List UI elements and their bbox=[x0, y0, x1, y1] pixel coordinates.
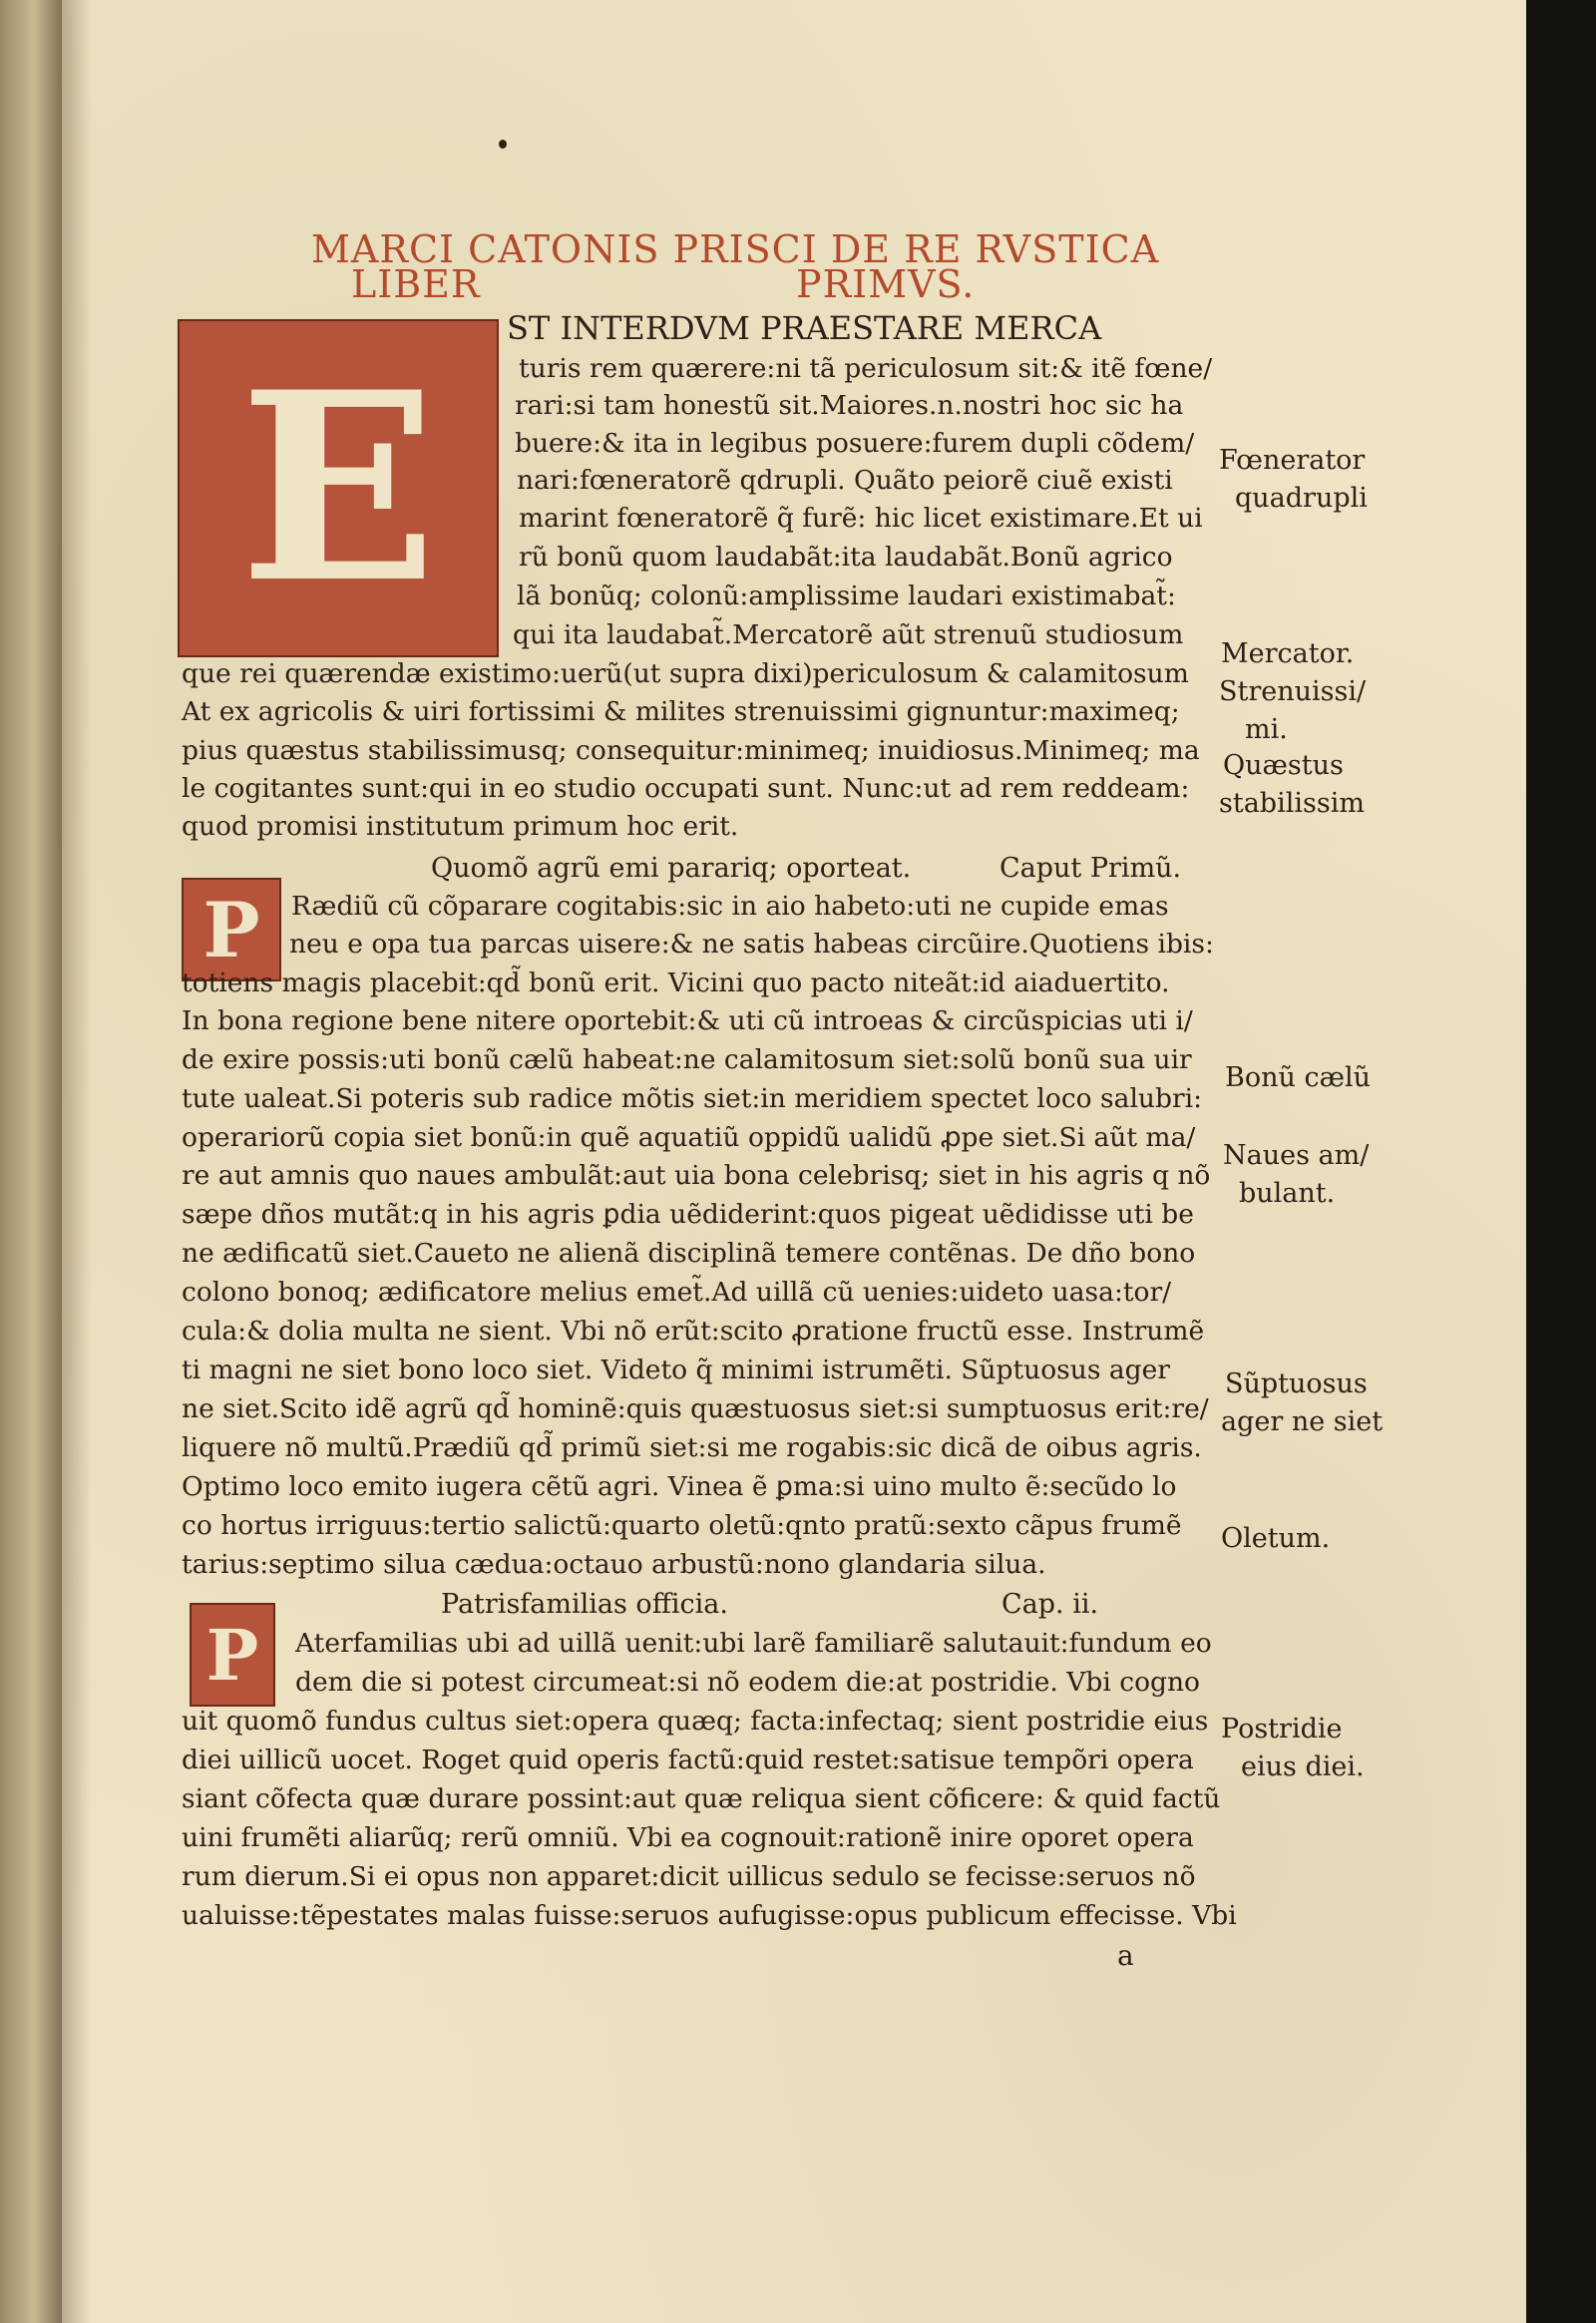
marginal-note: ager ne siet bbox=[1221, 1406, 1384, 1437]
text-line: ne siet.Scito idẽ agrũ qd̃ hominẽ:quis quæstuosus siet:si sumptuosus erit:re/ bbox=[182, 1393, 1209, 1424]
text-line: re aut amnis quo naues ambulãt:aut uia bona celebrisq; siet in his agris q nõ bbox=[182, 1160, 1211, 1191]
text-line: quod promisi institutum primum hoc erit. bbox=[182, 811, 739, 842]
marginal-note: stabilissim bbox=[1219, 788, 1365, 819]
text-line: tarius:septimo silua cædua:octauo arbustũ:nono glandaria silua. bbox=[182, 1549, 1046, 1580]
book-title-liber: LIBER bbox=[351, 262, 481, 306]
text-line: de exire possis:uti bonũ cælũ habeat:ne calamitosum siet:solũ bonũ sua uir bbox=[182, 1044, 1192, 1075]
marginal-note: Strenuissi/ bbox=[1219, 676, 1367, 707]
text-line: dem die si potest circumeat:si nõ eodem die:at postridie. Vbi cogno bbox=[295, 1667, 1201, 1698]
text-line: sæpe dños mutãt:q in his agris ꝑdia uẽdiderint:quos pigeat uẽdidisse uti be bbox=[182, 1199, 1194, 1230]
book-title: MARCI CATONIS PRISCI DE RE RVSTICA bbox=[311, 227, 1160, 271]
chapter-number: Caput Primũ. bbox=[999, 853, 1182, 884]
text-line: uini frumẽti aliarũq; rerũ omniũ. Vbi ea cognouit:rationẽ inire oporet opera bbox=[182, 1822, 1194, 1853]
chapter-number: Cap. ii. bbox=[1001, 1589, 1099, 1620]
marginal-note: Naues am/ bbox=[1223, 1140, 1370, 1171]
text-line: le cogitantes sunt:qui in eo studio occupati sunt. Nunc:ut ad rem reddeam: bbox=[182, 773, 1190, 804]
marginal-note: bulant. bbox=[1239, 1178, 1336, 1209]
text-line: pius quæstus stabilissimusq; consequitur:minimeq; inuidiosus.Minimeq; ma bbox=[182, 735, 1200, 766]
marginal-note: Postridie bbox=[1221, 1714, 1343, 1744]
text-line: buere:& ita in legibus posuere:furem dupli cõdem/ bbox=[515, 428, 1195, 459]
text-line: ne ædificatũ siet.Caueto ne alienã disciplinã temere contẽnas. De dño bono bbox=[182, 1238, 1196, 1269]
marginal-note: Fœnerator bbox=[1219, 445, 1366, 476]
text-line: rum dierum.Si ei opus non apparet:dicit uillicus sedulo se fecisse:seruos nõ bbox=[182, 1861, 1196, 1892]
marginal-note: Mercator. bbox=[1221, 638, 1355, 669]
text-line: siant cõfecta quæ durare possint:aut quæ reliqua sient cõficere: & quid factũ bbox=[182, 1783, 1221, 1814]
text-line: tute ualeat.Si poteris sub radice mõtis siet:in meridiem spectet loco salubri: bbox=[182, 1083, 1203, 1114]
text-line: lã bonũq; colonũ:amplissime laudari existimabat̃: bbox=[517, 581, 1176, 611]
text-line: marint fœneratorẽ q̃ furẽ: hic licet existimare.Et ui bbox=[519, 503, 1203, 534]
text-line: neu e opa tua parcas uisere:& ne satis habeas circũire.Quotiens ibis: bbox=[289, 929, 1214, 960]
decorated-initial-p-2: P bbox=[190, 1603, 275, 1707]
marginal-note: mi. bbox=[1245, 714, 1288, 745]
book-title-primus: PRIMVS. bbox=[796, 262, 976, 306]
text-line: cula:& dolia multa ne sient. Vbi nõ erũt:scito ꝓratione fructũ esse. Instrumẽ bbox=[182, 1316, 1205, 1347]
text-line: rũ bonũ quom laudabãt:ita laudabãt.Bonũ agrico bbox=[519, 542, 1173, 573]
decorated-initial-p-1: P bbox=[182, 878, 281, 981]
signature-mark: a bbox=[1117, 1939, 1134, 1972]
text-line: co hortus irriguus:tertio salictũ:quarto oletũ:qnto pratũ:sexto cãpus frumẽ bbox=[182, 1510, 1182, 1541]
marginal-note: Quæstus bbox=[1223, 750, 1344, 781]
marginal-note: quadrupli bbox=[1235, 483, 1368, 514]
text-line: turis rem quærere:ni tã periculosum sit:& itẽ fœne/ bbox=[519, 353, 1213, 384]
text-line: rari:si tam honestũ sit.Maiores.n.nostri hoc sic ha bbox=[515, 390, 1184, 421]
decorated-initial-e: E bbox=[178, 319, 499, 657]
text-line: colono bonoq; ædificatore melius emet̃.Ad uillã cũ uenies:uideto uasa:tor/ bbox=[182, 1277, 1172, 1308]
marginal-note: eius diei. bbox=[1241, 1751, 1365, 1782]
background-edge bbox=[1526, 0, 1596, 2323]
chapter-heading: Patrisfamilias officia. bbox=[441, 1589, 728, 1620]
text-line: operariorũ copia siet bonũ:in quẽ aquatiũ oppidũ ualidũ ꝓpe siet.Si aũt ma/ bbox=[182, 1122, 1196, 1153]
text-line: liquere nõ multũ.Prædiũ qd̃ primũ siet:si me rogabis:sic dicã de oibus agris. bbox=[182, 1432, 1202, 1463]
text-line: At ex agricolis & uiri fortissimi & milites strenuissimi gignuntur:maximeq; bbox=[182, 696, 1180, 727]
marginal-note: Oletum. bbox=[1221, 1523, 1331, 1554]
text-line: ti magni ne siet bono loco siet. Videto q̃ minimi istrumẽti. Sũptuosus ager bbox=[182, 1355, 1170, 1385]
text-line: diei uillicũ uocet. Roget quid operis factũ:quid restet:satisue tempõri opera bbox=[182, 1744, 1194, 1775]
text-line: uit quomõ fundus cultus siet:opera quæq; facta:infectaq; sient postridie eius bbox=[182, 1706, 1209, 1737]
text-line: totiens magis placebit:qd̃ bonũ erit. Vicini quo pacto niteãt:id aiaduertito. bbox=[182, 968, 1170, 998]
text-line: Optimo loco emito iugera cẽtũ agri. Vinea ẽ ꝑma:si uino multo ẽ:secũdo lo bbox=[182, 1471, 1177, 1502]
marginal-note: Sũptuosus bbox=[1225, 1368, 1368, 1399]
book-gutter bbox=[0, 0, 62, 2323]
text-line: Rædiũ cũ cõparare cogitabis:sic in aio habeto:uti ne cupide emas bbox=[291, 891, 1169, 922]
text-line: Aterfamilias ubi ad uillã uenit:ubi larẽ familiarẽ salutauit:fundum eo bbox=[295, 1628, 1212, 1659]
chapter-heading: Quomõ agrũ emi parariq; oporteat. bbox=[431, 853, 912, 884]
opening-line: ST INTERDVM PRAESTARE MERCA bbox=[507, 309, 1102, 347]
text-line: ualuisse:tẽpestates malas fuisse:seruos aufugisse:opus publicum effecisse. Vbi bbox=[182, 1900, 1237, 1931]
ink-dot bbox=[499, 140, 507, 149]
marginal-note: Bonũ cælũ bbox=[1225, 1062, 1371, 1093]
text-line: nari:fœneratorẽ qdrupli. Quãto peiorẽ ciuẽ existi bbox=[517, 465, 1173, 496]
text-line: qui ita laudabat̃.Mercatorẽ aũt strenuũ studiosum bbox=[513, 619, 1184, 650]
page-shadow bbox=[62, 0, 92, 2323]
text-line: In bona regione bene nitere oportebit:& uti cũ introeas & circũspicias uti i/ bbox=[182, 1005, 1193, 1036]
text-line: que rei quærendæ existimo:uerũ(ut supra dixi)periculosum & calamitosum bbox=[182, 658, 1189, 689]
